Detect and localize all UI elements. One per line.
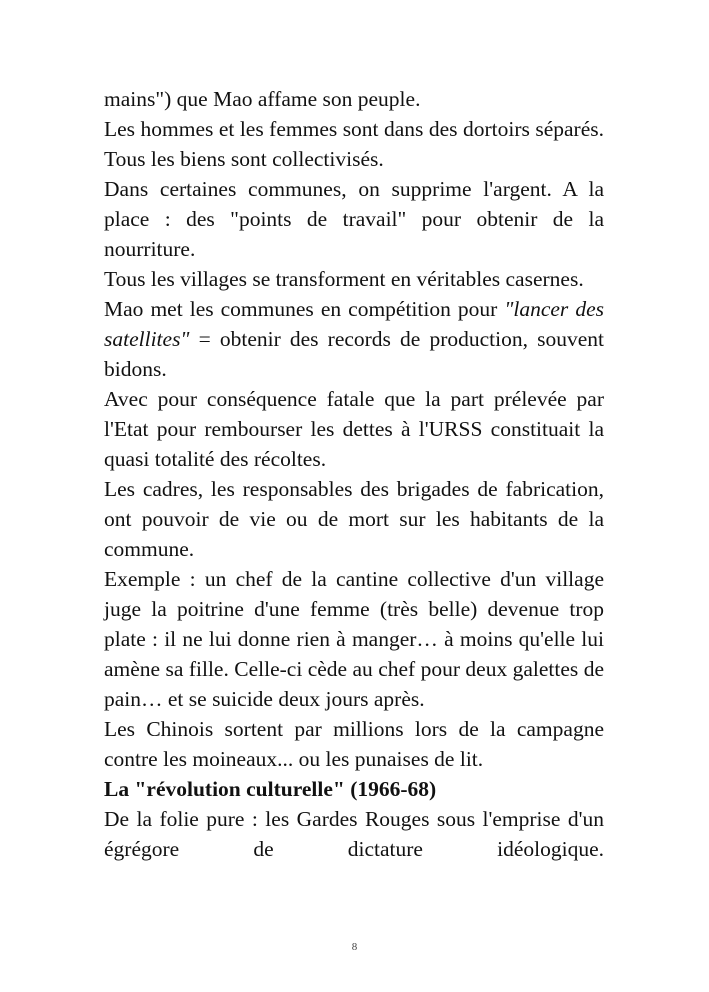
page-number: 8 (351, 941, 358, 953)
paragraph-text: Mao met les communes en compétition pour (104, 297, 505, 321)
italic-quote: "lancer des satellites" (104, 297, 604, 351)
paragraph: Les cadres, les responsables des brigades de fabrication, ont pouvoir de vie ou de mort sur les habitants de la commune. (104, 477, 604, 561)
paragraph: Exemple : un chef de la cantine collective d'un village juge la poitrine d'une femme (très belle) devenue trop plate : il ne lui donne rien à manger… à moins qu'elle lui amène sa fille. Celle-ci cède au chef pour deux galettes de pain… et se suicide deux jours après. (104, 567, 604, 711)
paragraph-text: = obtenir des records de production, souvent bidons. (104, 327, 604, 381)
paragraph: Les hommes et les femmes sont dans des dortoirs séparés. Tous les biens sont collectivisés. (104, 117, 604, 171)
page-body (104, 84, 604, 864)
paragraph (104, 294, 604, 384)
paragraph: Tous les villages se transforment en véritables casernes. (104, 267, 584, 291)
section-heading: La "révolution culturelle" (1966-68) (104, 777, 437, 801)
paragraph: De la folie pure : les Gardes Rouges sous l'emprise d'un égrégore de dictature idéologique. (104, 807, 604, 861)
paragraph: mains") que Mao affame son peuple. (104, 87, 421, 111)
paragraph: Dans certaines communes, on supprime l'argent. A la place : des "points de travail" pour obtenir de la nourriture. (104, 177, 604, 261)
paragraph: Avec pour conséquence fatale que la part prélevée par l'Etat pour rembourser les dettes à l'URSS constituait la quasi totalité des récoltes. (104, 387, 604, 471)
paragraph: Les Chinois sortent par millions lors de la campagne contre les moineaux... ou les punaises de lit. (104, 717, 604, 771)
